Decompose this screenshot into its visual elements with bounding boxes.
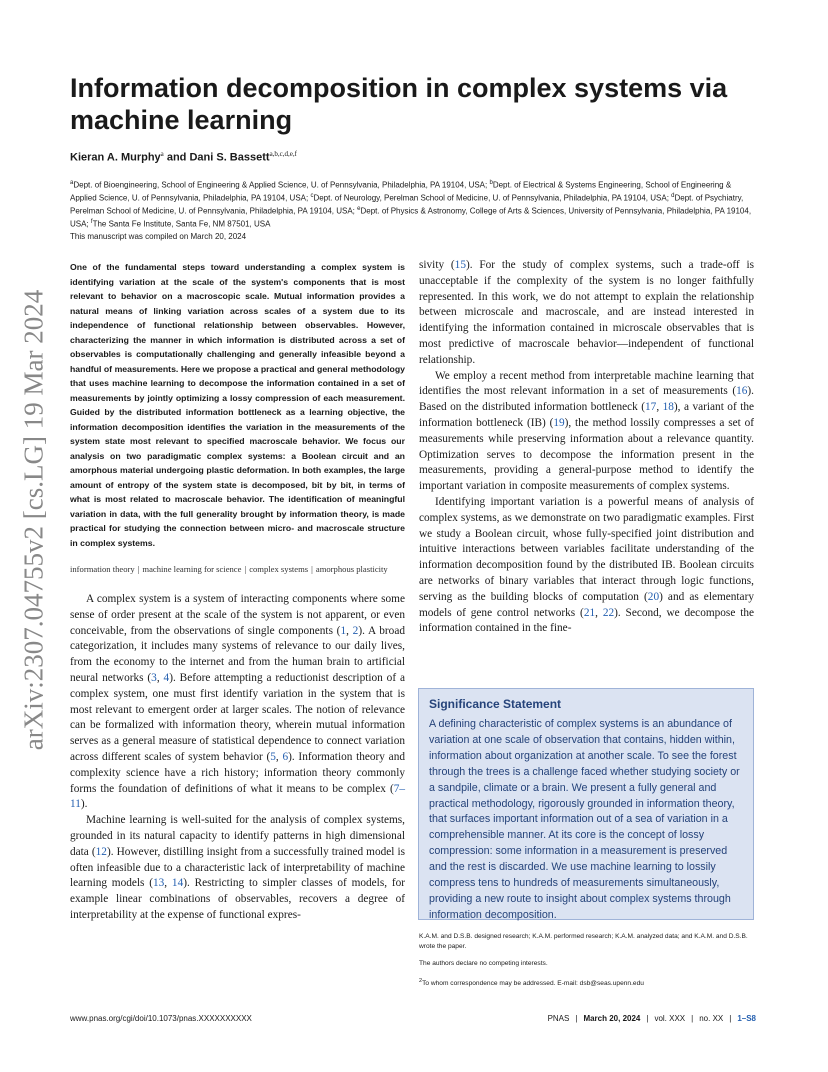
footer-separator: | [575,1014,578,1023]
keywords: information theory | machine learning for science | complex systems | amorphous plasticity [70,564,388,574]
author-affiliation-mark: a,b,c,d,e,f [269,150,297,158]
compiled-date-note: This manuscript was compiled on March 20, 2024 [70,232,247,241]
journal-name: PNAS [547,1014,570,1023]
body-text: ), a variant of the information bottleneck (IB) ( [419,401,754,429]
footer-separator: | [729,1014,732,1023]
citation-link[interactable]: 15 [454,259,466,271]
keyword: information theory [70,564,135,574]
citation-link[interactable]: 5 [270,750,276,763]
body-paragraph [70,813,405,924]
citation-link[interactable]: 18 [662,401,674,414]
affiliation-text: Dept. of Bioengineering, School of Engineering & Applied Science, U. of Pennsylvania, Philadelphia, PA 19104, USA; [73,180,490,190]
body-paragraph [419,258,754,369]
body-text: , [595,606,603,619]
keyword: machine learning for science [142,564,242,574]
citation-link[interactable]: 12 [95,845,107,858]
body-text: ), the method lossily compresses a set of measurements while preserving information about a relevance quantity. Optimization serves to decompose the information present in the measurements, providing a general-purpose method to identify the important variation in composite measurements of complex systems. [419,416,754,493]
author-name: Kieran A. Murphy [70,151,161,164]
affiliation-label: c [310,192,314,199]
citation-link[interactable]: 6 [282,750,289,763]
affiliation-text: Dept. of Physics & Astronomy, College of Arts & Sciences, University of Pennsylvania, Philadelphia, PA 19104, USA; [70,206,752,229]
footer-separator: | [646,1014,649,1023]
body-text: ). Restricting to simpler classes of models, for example linear combinations of observables, recovers a degree of interpretability at the expense of functional expres- [70,877,405,921]
citation-link[interactable]: 22 [602,606,615,619]
affiliation-label: e [357,205,361,212]
citation-link[interactable]: 13 [153,877,165,890]
significance-statement-box [418,688,754,920]
page-range: 1–S8 [737,1014,756,1023]
body-text: ). Information theory and complexity science have a rich history; information theory commonly forms the foundation of definitions of what it means to be complex ( [70,750,405,795]
paper-title: Information decomposition in complex systems via machine learning [70,73,728,135]
body-text: ). [80,798,88,811]
affiliation-text: Dept. of Psychiatry, Perelman School of Medicine, U. of Pennsylvania, Philadelphia, PA 19104, USA; [70,193,744,216]
citation-link[interactable]: 17 [645,401,657,414]
affiliation-label: d [671,192,675,199]
body-paragraph [419,369,754,495]
citation-link[interactable]: 3 [151,671,157,684]
abstract: One of the fundamental steps toward understanding a complex system is identifying variation at the scale of the system's components that is most relevant to behavior on a macroscopic scale. Mutual information provides a natural means of linking variation across scales of a system due to its independence of functional relationship between observables. However, characterizing the manner in which information is distributed across a set of observables is computationally challenging and generally infeasible beyond a handful of measurements. Here we propose a practical and general methodology that uses machine learning to decompose the information contained in a set of measurements by jointly optimizing a lossy compression of each measurement. Guided by the distributed information bottleneck as a learning objective, the information decomposition identifies the variation in the measurements of the system state most relevant to specified macroscale behavior. We focus our analysis on two paradigmatic complex systems: a Boolean circuit and an amorphous material undergoing plastic deformation. In both examples, the large amount of entropy of the system state is decomposed, bit by bit, in terms of what is most related to macroscale behavior. The identification of meaningful variation in data, with the full generality brought by information theory, is made practical for studying the connection between micro- and macroscale structure in complex systems. [70,262,405,548]
footer-separator: | [691,1014,694,1023]
body-text: A complex system is a system of interacting components where some sense of order present at the scale of the system is not apparent, or even conceivable, from the observations of single components ( [70,593,405,637]
significance-text: A defining characteristic of complex systems is an abundance of variation at one scale of observation that contains, hidden within, information about organization at another scale. To see the forest through the trees is a challenge faced whether studying society or a sandpile, climate or a brain. We present a fully general and practical methodology, rigorously grounded in information theory, that surfaces important information out of a sea of variation in a comprehensible manner. At its core is the concept of lossy compression: some information in a measurement is preserved and the rest is discarded. We use machine learning to lossily compress tens to hundreds of measurements simultaneously, providing a new route to insight about complex systems through information decomposition. [429,718,740,921]
keyword: amorphous plasticity [315,564,388,574]
competing-interests: The authors declare no competing interests. [419,960,548,967]
body-text: ). For the study of complex systems, such a trade-off is unacceptable if the complexity of the system is no longer faithfully represented. In this work, we do not attempt to explain the relationship between microscale and macroscale, and are instead interested in identifying the information contained in microscale observables that is most predictive of macroscale behavior—independent of functional relationship. [419,259,754,366]
body-text: , [346,624,353,637]
body-text: ). A broad categorization, it includes many systems of relevance to our daily lives, from the economy to the internet and from the human brain to artificial neural networks ( [70,624,405,684]
author-conjunction: and [166,151,187,164]
affiliation-label: f [90,218,93,225]
affiliation-label: b [489,180,493,186]
arxiv-identifier-stamp [14,280,54,760]
citation-link[interactable]: 1 [340,624,347,637]
body-text: , [275,750,283,763]
body-text: We employ a recent method from interpretable machine learning that identifies the most relevant information in a set of measurements ( [419,369,754,398]
publication-date: March 20, 2024 [583,1014,641,1023]
left-column [70,260,405,924]
affiliation-text: Dept. of Neurology, Perelman School of Medicine, U. of Pennsylvania, Philadelphia, PA 19104, USA; [313,193,672,203]
body-text: ). However, distilling insight from a successfully trained model is often infeasible due to a characteristic lack of interpretability of machine learning models ( [70,845,405,890]
body-text: , [656,401,663,414]
arxiv-identifier-text: arXiv:2307.04755v2 [cs.LG] 19 Mar 2024 [18,289,49,751]
affiliations [70,178,756,229]
author-affiliation-mark: a [160,150,164,158]
citation-link[interactable]: 20 [647,590,660,603]
volume: vol. XXX [654,1014,686,1023]
footer-citation [548,1014,756,1023]
citation-link[interactable]: 19 [553,416,565,429]
author-list [70,150,297,164]
body-text: ) and as elementary models of gene control networks ( [419,590,754,619]
body-text: ). Second, we decompose the information contained in the fine- [419,606,754,635]
body-text: sivity ( [419,259,455,271]
issue-number: no. XX [699,1014,724,1023]
author-contributions: K.A.M. and D.S.B. designed research; K.A.M. performed research; K.A.M. analyzed data; and K.A.M. and D.S.B. wrote the paper. [419,933,748,950]
body-text: , [156,671,164,684]
body-paragraph [419,495,754,637]
body-text: ). Based on the distributed information bottleneck ( [419,385,754,414]
affiliation-text: The Santa Fe Institute, Santa Fe, NM 87501, USA [92,219,271,229]
footnotes [419,932,755,996]
correspondence-text: To whom correspondence may be addressed. E-mail: dsb@seas.upenn.edu [422,979,644,987]
affiliation-label: a [70,180,74,186]
body-text: ). Before attempting a reductionist description of a complex system, one must first identify variation in the system that is most relevant to emergent order at larger scales. The notion of relevance can be formalized with information theory, wherein mutual information serves as a general measure of statistical dependence to connect variation across different scales of system behavior ( [70,671,405,763]
significance-title: Significance Statement [429,697,562,711]
keyword: complex systems [249,564,309,574]
right-column [419,258,754,637]
citation-link[interactable]: 14 [171,877,184,890]
body-text: Machine learning is well-suited for the analysis of complex systems, grounded in its natural capacity to identify patterns in high dimensional data ( [70,814,405,858]
body-paragraph [70,592,405,813]
correspondence-mark: 2 [419,977,423,984]
affiliation-text: Dept. of Electrical & Systems Engineering, School of Engineering & Applied Science, U. of Pennsylvania, Philadelphia, PA 19104, USA; [70,180,732,203]
correspondence-note [419,977,755,989]
citation-link[interactable]: 21 [583,606,596,619]
citation-link[interactable]: 16 [736,385,748,398]
body-text: , [164,877,172,890]
citation-link[interactable]: 2 [352,624,359,637]
citation-link[interactable]: 4 [163,671,170,684]
citation-link[interactable]: 7–11 [70,782,405,811]
doi-link[interactable]: www.pnas.org/cgi/doi/10.1073/pnas.XXXXXXXXXX [70,1014,252,1023]
body-text: Identifying important variation is a powerful means of analysis of complex systems, as we demonstrate on two paradigmatic examples. First we study a Boolean circuit, whose fully-specified joint distribution and intuitive interactions between variables facilitate understanding of the information decomposition found by the distributed IB. Boolean circuits are networks of binary variables that interact through logic functions, serving as the building blocks of computation ( [419,495,754,603]
author-name: Dani S. Bassett [189,151,270,164]
